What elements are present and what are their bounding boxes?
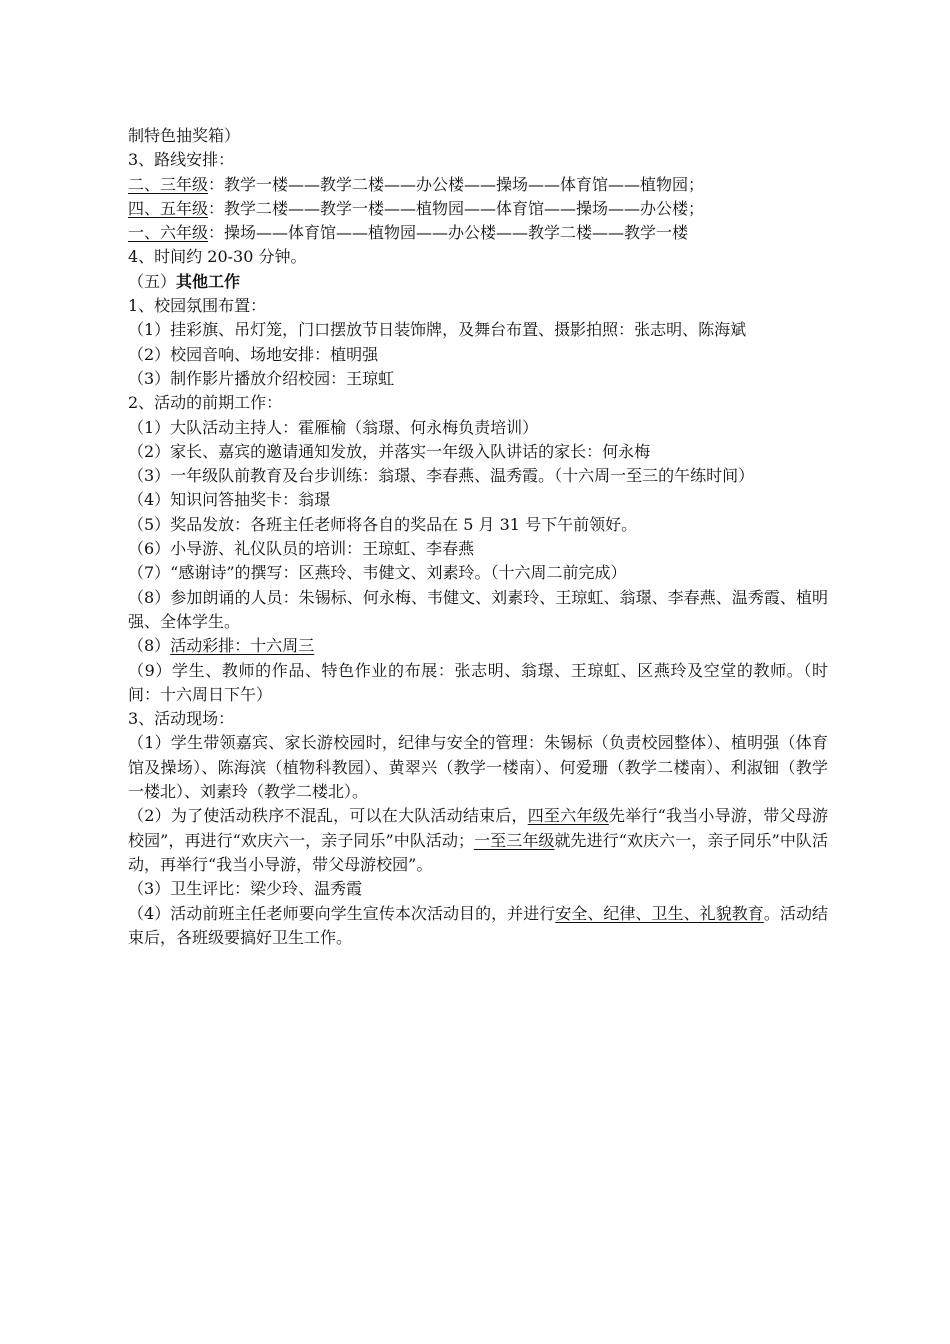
- list-item: （3）制作影片播放介绍校园：王琼虹: [128, 368, 395, 388]
- grade-range-4-6: 四至六年级: [527, 806, 609, 826]
- list-item: （3）卫生评比：梁少玲、温秀霞: [128, 879, 363, 899]
- item-number: （8）: [128, 636, 171, 656]
- list-item: （1）学生带领嘉宾、家长游校园时，纪律与安全的管理：朱锡标（负责校园整体）、植明强（体育馆及操场）、陈海滨（植物科教园）、黄翠兴（教学一楼南）、何爱珊（教学二楼南）、利淑钿（教学一楼北）、刘素玲（教学二楼北）。: [128, 733, 828, 802]
- text-span: 就先进行“欢庆六一，亲子同乐”中队活动，再举行“我当小导游，带父母游校园”。: [128, 830, 828, 874]
- text-span: 。活动结束后，各班级要搞好卫生工作。: [128, 903, 828, 947]
- list-item: （5）奖品发放：各班主任老师将各自的奖品在 5 月 31 号下午前领好。: [128, 514, 638, 534]
- grade-range-1-3: 一至三年级: [474, 830, 555, 850]
- list-item: （7）“感谢诗”的撰写：区燕玲、韦健文、刘素玲。（十六周二前完成）: [128, 563, 627, 583]
- route-grade-label: 四、五年级: [128, 198, 209, 218]
- list-item: [128, 902, 828, 951]
- route-grade-label: 一、六年级: [128, 223, 209, 243]
- list-item: （4）知识问答抽奖卡：翁璟: [128, 490, 331, 510]
- section-title: 其他工作: [176, 271, 241, 291]
- text-span: （4）活动前班主任老师要向学生宣传本次活动目的，并进行: [128, 903, 556, 923]
- list-item: （2）校园音响、场地安排：植明强: [128, 344, 379, 364]
- subheading-atmosphere: 1、校园氛围布置：: [128, 296, 267, 316]
- section-heading-route: 3、路线安排：: [128, 150, 235, 170]
- list-item: （1）大队活动主持人：霍雁榆（翁璟、何永梅负责培训）: [128, 417, 539, 437]
- route-line-grade-4-5: [128, 197, 828, 221]
- list-item: [128, 804, 828, 877]
- list-item: （1）挂彩旗、吊灯笼，门口摆放节日装饰牌，及舞台布置、摄影拍照：张志明、陈海斌: [128, 320, 747, 340]
- text-span: 先举行“我当小导游，带父母游校园”，再进行“欢庆六一，亲子同乐”中队活动；: [128, 806, 828, 850]
- route-path: ：操场——体育馆——植物园——办公楼——教学二楼——教学一楼: [208, 223, 689, 243]
- subheading-preparation: 2、活动的前期工作：: [128, 393, 283, 413]
- route-grade-label: 二、三年级: [128, 174, 209, 194]
- route-line-grade-1-6: [128, 221, 828, 245]
- section-heading-other-work: [128, 270, 828, 294]
- list-item: （9）学生、教师的作品、特色作业的布展：张志明、翁璟、王琼虹、区燕玲及空堂的教师。（时间：十六周日下午）: [128, 660, 828, 704]
- text-span: （2）为了使活动秩序不混乱，可以在大队活动结束后，: [128, 806, 528, 826]
- list-item: （3）一年级队前教育及台步训练：翁璟、李春燕、温秀霞。（十六周一至三的午练时间）: [128, 466, 755, 486]
- subheading-on-site: 3、活动现场：: [128, 709, 235, 729]
- rehearsal-text: 活动彩排：十六周三: [170, 636, 315, 656]
- education-topics: 安全、纪律、卫生、礼貌教育: [555, 903, 764, 923]
- list-item: （6）小导游、礼仪队员的培训：王琼虹、李春燕: [128, 539, 475, 559]
- list-item: （2）家长、嘉宾的邀请通知发放，并落实一年级入队讲话的家长：何永梅: [128, 441, 651, 461]
- text-line-duration: 4、时间约 20-30 分钟。: [128, 247, 307, 267]
- route-line-grade-2-3: [128, 173, 828, 197]
- list-item: [128, 634, 828, 658]
- document-page: [128, 124, 828, 950]
- text-line: 制特色抽奖箱）: [128, 126, 241, 145]
- section-number: （五）: [128, 271, 177, 291]
- route-path: ：教学二楼——教学一楼——植物园——体育馆——操场——办公楼；: [208, 198, 705, 218]
- list-item: （8）参加朗诵的人员：朱锡标、何永梅、韦健文、刘素玲、王琼虹、翁璟、李春燕、温秀霞、植明强、全体学生。: [128, 587, 828, 631]
- route-path: ：教学一楼——教学二楼——办公楼——操场——体育馆——植物园；: [208, 174, 705, 194]
